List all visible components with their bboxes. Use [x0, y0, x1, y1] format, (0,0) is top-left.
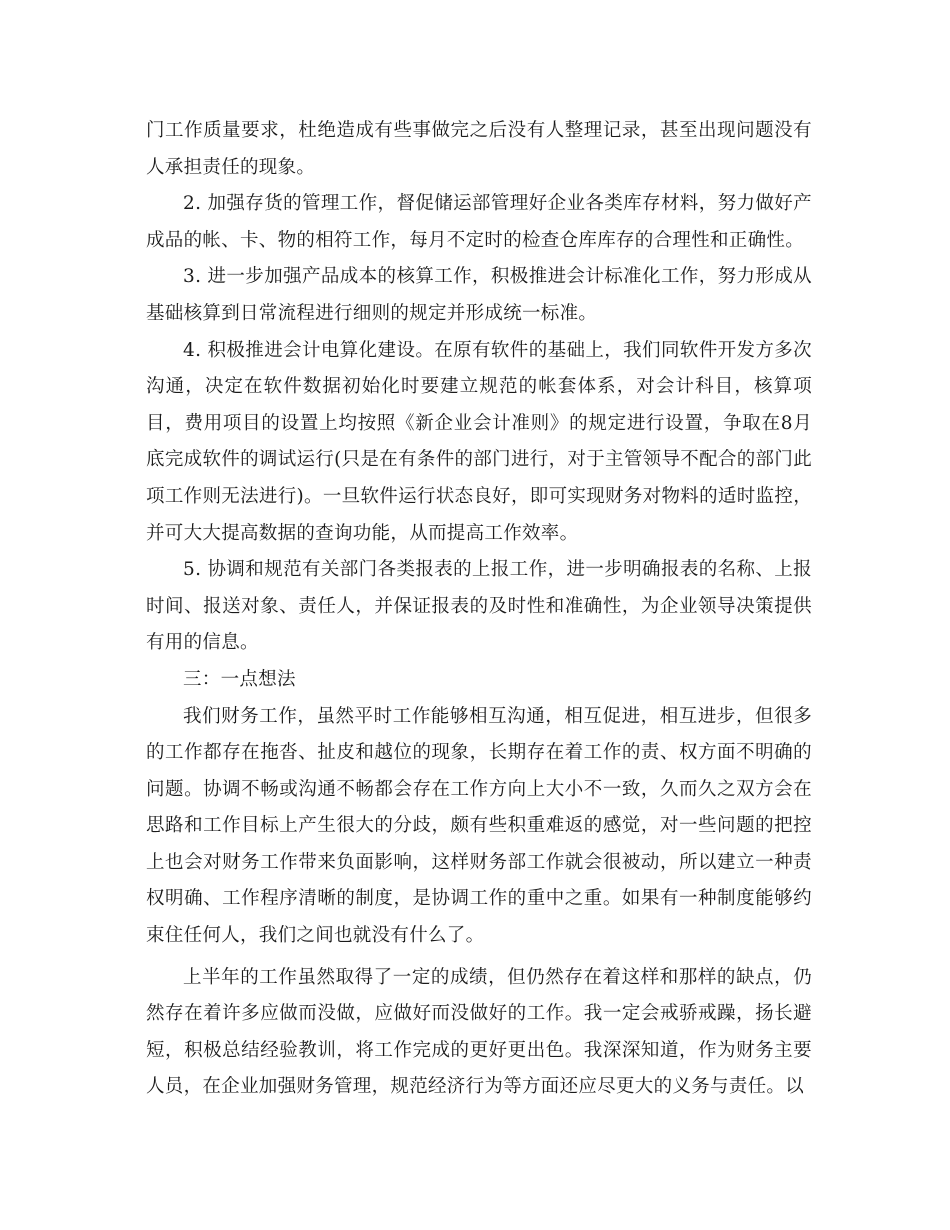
- paragraph-item-4: 4. 积极推进会计电算化建设。在原有软件的基础上，我们同软件开发方多次沟通，决定在软件数据初始化时要建立规范的帐套体系，对会计科目，核算项目，费用项目的设置上均按照《新企业会计准则》的规定进行设置，争取在8月底完成软件的调试运行(只是在有条件的部门进行，对于主管领导不配合的部门此项工作则无法进行)。一旦软件运行状态良好，即可实现财务对物料的适时监控，并可大大提高数据的查询功能，从而提高工作效率。: [146, 339, 812, 544]
- document-body: [146, 113, 812, 1106]
- paragraph-item-3: 3. 进一步加强产品成本的核算工作，积极推进会计标准化工作，努力形成从基础核算到日常流程进行细则的规定并形成统一标准。: [146, 266, 812, 324]
- paragraph-item-2: 2. 加强存货的管理工作，督促储运部管理好企业各类库存材料，努力做好产成品的帐、卡、物的相符工作，每月不定时的检查仓库库存的合理性和正确性。: [146, 193, 812, 251]
- paragraph-continuation: 门工作质量要求，杜绝造成有些事做完之后没有人整理记录，甚至出现问题没有人承担责任的现象。: [146, 120, 812, 178]
- paragraph-conclusion: 上半年的工作虽然取得了一定的成绩，但仍然存在着这样和那样的缺点，仍然存在着许多应做而没做，应做好而没做好的工作。我一定会戒骄戒躁，扬长避短，积极总结经验教训，将工作完成的更好更出色。我深深知道，作为财务主要人员，在企业加强财务管理，规范经济行为等方面还应尽更大的义务与责任。以: [146, 966, 812, 1098]
- paragraph-thoughts: 我们财务工作，虽然平时工作能够相互沟通，相互促进，相互进步，但很多的工作都存在拖沓、扯皮和越位的现象，长期存在着工作的责、权方面不明确的问题。协调不畅或沟通不畅都会存在工作方向上大小不一致，久而久之双方会在思路和工作目标上产生很大的分歧，颇有些积重难返的感觉，对一些问题的把控上也会对财务工作带来负面影响，这样财务部工作就会很被动，所以建立一种责权明确、工作程序清晰的制度，是协调工作的重中之重。如果有一种制度能够约束住任何人，我们之间也就没有什么了。: [146, 705, 812, 947]
- section-heading-3: 三：一点想法: [183, 668, 296, 690]
- paragraph-item-5: 5. 协调和规范有关部门各类报表的上报工作，进一步明确报表的名称、上报时间、报送对象、责任人，并保证报表的及时性和准确性，为企业领导决策提供有用的信息。: [146, 559, 812, 654]
